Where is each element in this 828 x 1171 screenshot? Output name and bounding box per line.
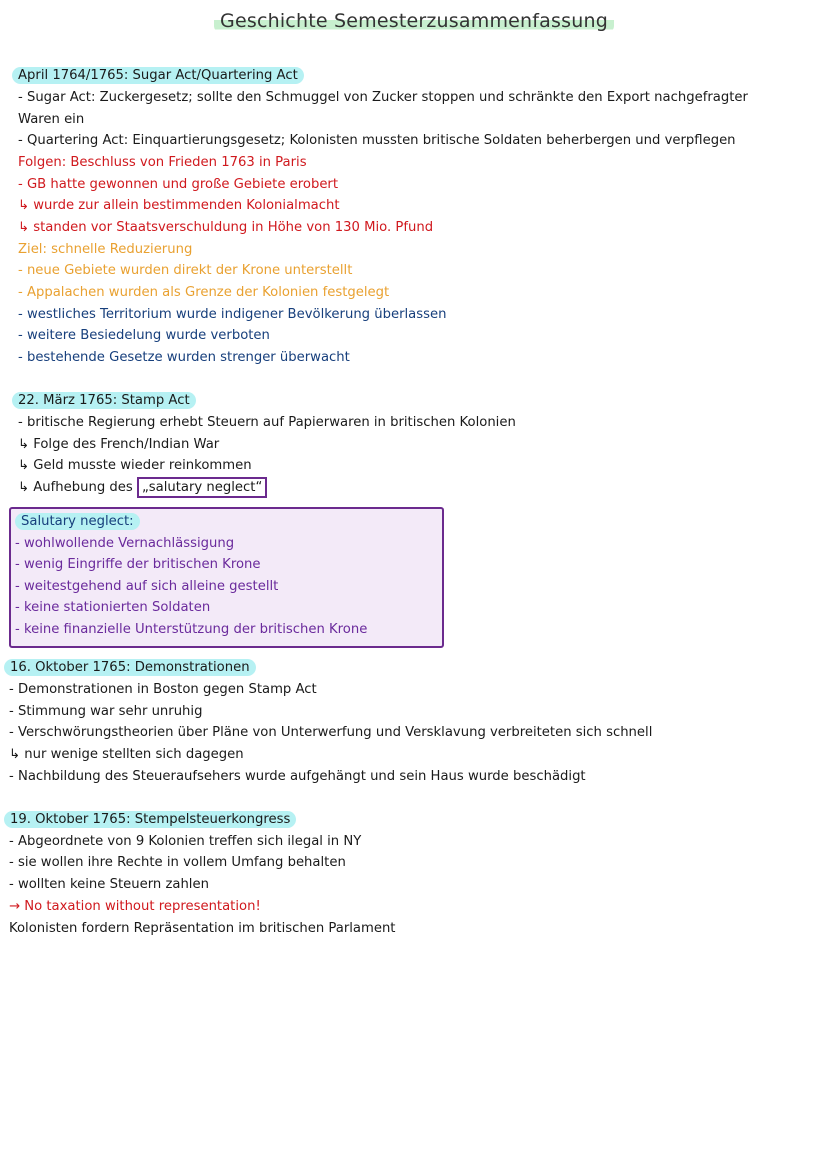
salutary-item: - weitestgehend auf sich alleine gestellt <box>15 579 279 594</box>
section3-line3: - Verschwörungstheorien über Pläne von Unterwerfung und Versklavung verbreiteten sich schnell <box>9 725 653 740</box>
section4-line1: - Abgeordnete von 9 Kolonien treffen sich ilegal in NY <box>9 834 362 849</box>
section3-line5: - Nachbildung des Steueraufsehers wurde aufgehängt und sein Haus wurde beschädigt <box>9 769 586 784</box>
section2-line4-prefix: ↳ Aufhebung des <box>18 480 133 495</box>
salutary-item: - wohlwollende Vernachlässigung <box>15 536 235 551</box>
section1-topic: Sugar Act/Quartering Act <box>132 68 298 83</box>
section2-line2: ↳ Folge des French/Indian War <box>18 437 220 452</box>
section4-line2: - sie wollen ihre Rechte in vollem Umfang behalten <box>9 855 346 870</box>
section2-date: 22. März 1765: <box>18 393 118 408</box>
section1-line1: - Sugar Act: Zuckergesetz; sollte den Schmuggel von Zucker stoppen und schränkte den Export nachgefragter <box>18 90 748 105</box>
section2-line4 <box>18 479 267 497</box>
page-title-text: Geschichte Semesterzusammenfassung <box>214 10 614 32</box>
section4-slogan: → No taxation without representation! <box>9 899 261 914</box>
section1-line2: Waren ein <box>18 112 85 127</box>
section2-line1: - britische Regierung erhebt Steuern auf Papierwaren in britischen Kolonien <box>18 415 516 430</box>
section2-topic: Stamp Act <box>121 393 190 408</box>
section3-line4: ↳ nur wenige stellten sich dagegen <box>9 747 244 762</box>
section4-topic: Stempelsteuerkongress <box>134 812 291 827</box>
section3-line1: - Demonstrationen in Boston gegen Stamp Act <box>9 682 317 697</box>
section4-date: 19. Oktober 1765: <box>10 812 131 827</box>
salutary-heading-text: Salutary neglect: <box>15 513 140 530</box>
section1-b1: - westliches Territorium wurde indigener Bevölkerung überlassen <box>18 307 447 322</box>
section3-date: 16. Oktober 1765: <box>10 660 131 675</box>
section4-line3: - wollten keine Steuern zahlen <box>9 877 209 892</box>
section1-b3: - bestehende Gesetze wurden strenger überwacht <box>18 350 350 365</box>
salutary-neglect-box: „salutary neglect“ <box>137 477 267 498</box>
section1-folgen1: - GB hatte gewonnen und große Gebiete erobert <box>18 177 339 192</box>
section1-line3: - Quartering Act: Einquartierungsgesetz; Kolonisten mussten britische Soldaten beherbergen und verpflegen <box>18 133 736 148</box>
section3-heading <box>4 659 256 677</box>
section3-line2: - Stimmung war sehr unruhig <box>9 704 203 719</box>
section1-date: April 1764/1765: <box>18 68 129 83</box>
section1-ziel1: - neue Gebiete wurden direkt der Krone unterstellt <box>18 263 353 278</box>
section2-heading <box>12 392 196 410</box>
section1-folgen: Folgen: Beschluss von Frieden 1763 in Paris <box>18 155 307 170</box>
section1-folgen3: ↳ standen vor Staatsverschuldung in Höhe von 130 Mio. Pfund <box>18 220 434 235</box>
section3-topic: Demonstrationen <box>134 660 250 675</box>
page-title <box>0 10 828 32</box>
section4-line4: Kolonisten fordern Repräsentation im britischen Parlament <box>9 921 396 936</box>
section1-folgen2: ↳ wurde zur allein bestimmenden Kolonialmacht <box>18 198 340 213</box>
section1-ziel: Ziel: schnelle Reduzierung <box>18 242 193 257</box>
salutary-item: - keine finanzielle Unterstützung der britischen Krone <box>15 622 368 637</box>
section1-b2: - weitere Besiedelung wurde verboten <box>18 328 270 343</box>
section1-heading <box>12 67 304 85</box>
section1-ziel2: - Appalachen wurden als Grenze der Kolonien festgelegt <box>18 285 390 300</box>
section2-line3: ↳ Geld musste wieder reinkommen <box>18 458 252 473</box>
salutary-item: - wenig Eingriffe der britischen Krone <box>15 557 261 572</box>
section4-heading <box>4 811 296 829</box>
salutary-heading <box>15 513 140 531</box>
salutary-item: - keine stationierten Soldaten <box>15 600 211 615</box>
